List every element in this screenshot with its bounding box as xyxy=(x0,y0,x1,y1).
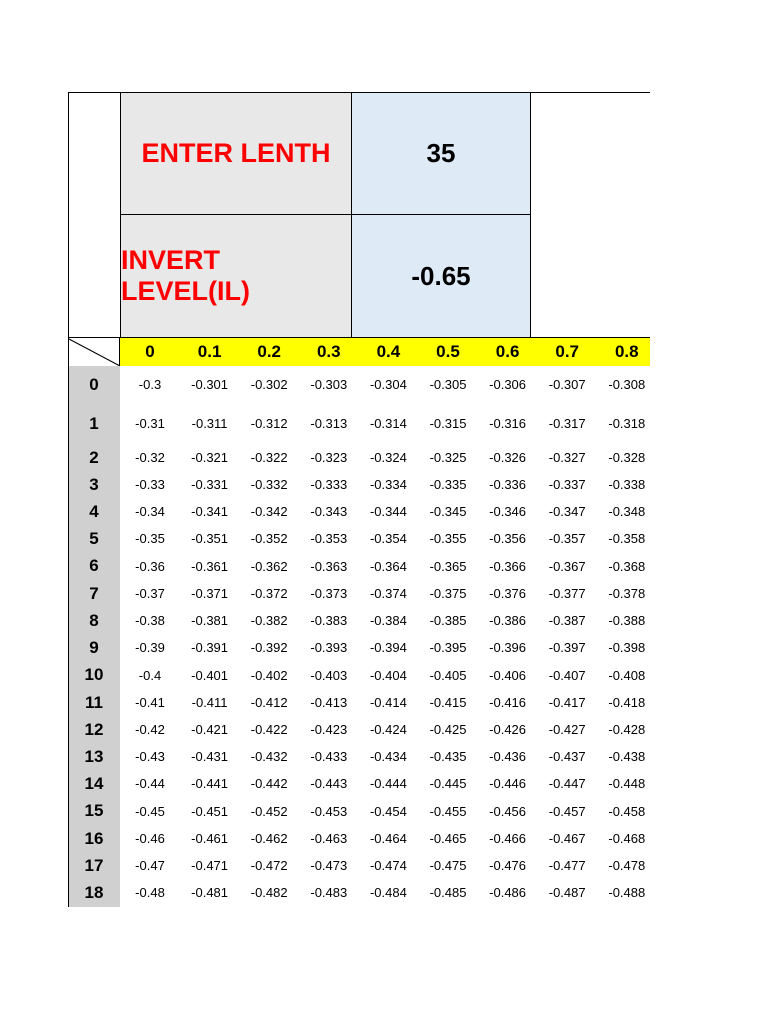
table-cell[interactable]: -0.328 xyxy=(608,450,646,465)
table-cell[interactable]: -0.472 xyxy=(250,858,288,873)
table-cell[interactable]: -0.343 xyxy=(310,504,348,519)
table-cell[interactable]: -0.375 xyxy=(429,586,467,601)
input-block-left-border xyxy=(68,92,120,337)
table-cell[interactable]: -0.303 xyxy=(310,377,348,392)
table-cell[interactable]: -0.326 xyxy=(489,450,527,465)
table-cell[interactable]: -0.418 xyxy=(608,695,646,710)
table-cell[interactable]: -0.355 xyxy=(429,531,467,546)
table-cell[interactable]: -0.348 xyxy=(608,504,646,519)
table-cell[interactable]: -0.314 xyxy=(369,416,407,431)
table-cell[interactable]: -0.426 xyxy=(489,722,527,737)
table-cell[interactable]: -0.453 xyxy=(310,803,348,819)
table-cell[interactable]: -0.408 xyxy=(608,667,646,683)
column-header: 0 xyxy=(145,341,155,361)
column-header: 0.1 xyxy=(197,341,222,361)
table-cell[interactable]: -0.435 xyxy=(429,749,467,764)
table-cell[interactable]: -0.416 xyxy=(489,695,527,710)
table-cell[interactable]: -0.38 xyxy=(135,613,165,628)
table-cell[interactable]: -0.457 xyxy=(548,803,586,819)
table-cell[interactable]: -0.384 xyxy=(369,613,407,628)
row-header: 0 xyxy=(89,374,99,394)
table-cell[interactable]: -0.341 xyxy=(191,504,229,519)
table-cell[interactable]: -0.445 xyxy=(429,776,467,791)
table-cell[interactable]: -0.383 xyxy=(310,613,348,628)
table-cell[interactable]: -0.463 xyxy=(310,831,348,846)
table-cell[interactable]: -0.306 xyxy=(489,377,527,392)
table-cell[interactable]: -0.351 xyxy=(191,531,229,546)
table-cell[interactable]: -0.324 xyxy=(369,450,407,465)
table-cell[interactable]: -0.405 xyxy=(429,667,467,683)
table-cell[interactable]: -0.323 xyxy=(310,450,348,465)
table-cell[interactable]: -0.483 xyxy=(310,885,348,900)
table-cell[interactable]: -0.401 xyxy=(191,667,229,683)
table-cell[interactable]: -0.381 xyxy=(191,613,229,628)
invert-value-cell[interactable] xyxy=(352,215,531,337)
row-header: 11 xyxy=(85,692,103,712)
table-cell[interactable]: -0.455 xyxy=(429,803,467,819)
table-cell[interactable]: -0.415 xyxy=(429,695,467,710)
table-cell[interactable]: -0.368 xyxy=(608,558,646,574)
table-cell[interactable]: -0.305 xyxy=(429,377,467,392)
table-cell[interactable]: -0.395 xyxy=(429,640,467,655)
corner-diagonal-cell xyxy=(68,337,120,366)
table-cell[interactable]: -0.486 xyxy=(489,885,527,900)
table-cell[interactable]: -0.386 xyxy=(489,613,527,628)
table-cell[interactable]: -0.478 xyxy=(608,858,646,873)
table-cell[interactable]: -0.327 xyxy=(548,450,586,465)
table-cell[interactable]: -0.484 xyxy=(369,885,407,900)
table-cell[interactable]: -0.312 xyxy=(250,416,288,431)
table-cell[interactable]: -0.325 xyxy=(429,450,467,465)
table-cell[interactable]: -0.427 xyxy=(548,722,586,737)
column-header: 0.2 xyxy=(257,341,281,361)
table-cell[interactable]: -0.388 xyxy=(608,613,646,628)
table-cell[interactable]: -0.481 xyxy=(191,885,229,900)
table-cell[interactable]: -0.366 xyxy=(489,558,527,574)
table-cell[interactable]: -0.473 xyxy=(310,858,348,873)
table-cell[interactable]: -0.385 xyxy=(429,613,467,628)
table-cell[interactable]: -0.45 xyxy=(135,803,165,819)
table-cell[interactable]: -0.342 xyxy=(250,504,288,519)
table-cell[interactable]: -0.48 xyxy=(135,885,165,900)
row-header: 3 xyxy=(89,474,99,494)
table-cell[interactable]: -0.36 xyxy=(135,558,165,574)
table-cell[interactable]: -0.41 xyxy=(135,695,165,710)
row-header: 4 xyxy=(89,501,99,521)
table-cell[interactable]: -0.458 xyxy=(608,803,646,819)
table-cell[interactable]: -0.356 xyxy=(489,531,527,546)
table-cell[interactable]: -0.382 xyxy=(250,613,288,628)
row-header: 1 xyxy=(89,413,99,433)
table-cell[interactable]: -0.353 xyxy=(310,531,348,546)
table-cell[interactable]: -0.443 xyxy=(310,776,348,791)
table-cell[interactable]: -0.377 xyxy=(548,586,586,601)
table-cell[interactable]: -0.462 xyxy=(250,831,288,846)
top-right-blank xyxy=(531,92,650,337)
table-cell[interactable]: -0.444 xyxy=(369,776,407,791)
table-cell[interactable]: -0.477 xyxy=(548,858,586,873)
row-header: 10 xyxy=(84,665,104,684)
table-cell[interactable]: -0.376 xyxy=(489,586,527,601)
table-cell[interactable]: -0.373 xyxy=(310,586,348,601)
table-cell[interactable]: -0.471 xyxy=(191,858,229,873)
column-header: 0.7 xyxy=(555,341,579,361)
table-cell[interactable]: -0.485 xyxy=(429,885,467,900)
table-cell[interactable]: -0.422 xyxy=(250,722,288,737)
row-header: 5 xyxy=(89,528,99,548)
row-header: 2 xyxy=(89,447,99,467)
table-cell[interactable]: -0.387 xyxy=(548,613,586,628)
table-cell[interactable]: -0.475 xyxy=(429,858,467,873)
table-cell[interactable]: -0.403 xyxy=(310,667,348,683)
length-label: ENTER LENTH xyxy=(141,138,331,168)
table-cell[interactable]: -0.413 xyxy=(310,695,348,710)
table-cell[interactable]: -0.421 xyxy=(191,722,229,737)
table-cell[interactable]: -0.447 xyxy=(548,776,586,791)
diagonal-line xyxy=(69,338,121,367)
table-cell[interactable]: -0.345 xyxy=(429,504,467,519)
table-cell[interactable]: -0.398 xyxy=(608,640,646,655)
table-cell[interactable]: -0.371 xyxy=(191,586,229,601)
column-header: 0.5 xyxy=(436,341,460,361)
table-cell[interactable]: -0.488 xyxy=(608,885,646,900)
row-header: 14 xyxy=(84,773,104,793)
table-cell[interactable]: -0.346 xyxy=(489,504,527,519)
table-cell[interactable]: -0.44 xyxy=(135,776,165,791)
table-cell[interactable]: -0.316 xyxy=(489,416,527,431)
table-cell[interactable]: -0.442 xyxy=(250,776,288,791)
column-header: 0.4 xyxy=(376,341,401,361)
table-cell[interactable]: -0.363 xyxy=(310,558,348,574)
table-cell[interactable]: -0.33 xyxy=(135,477,165,492)
table-cell[interactable]: -0.397 xyxy=(548,640,586,655)
column-header: 0.6 xyxy=(495,341,520,361)
table-cell[interactable]: -0.391 xyxy=(191,640,229,655)
table-cell[interactable]: -0.406 xyxy=(489,667,527,683)
table-cell[interactable]: -0.333 xyxy=(310,477,348,492)
table-cell[interactable]: -0.31 xyxy=(135,416,165,431)
table-cell[interactable]: -0.456 xyxy=(489,803,527,819)
table-cell[interactable]: -0.392 xyxy=(250,640,288,655)
table-cell[interactable]: -0.437 xyxy=(548,749,586,764)
table-cell[interactable]: -0.404 xyxy=(369,667,407,683)
row-header: 8 xyxy=(89,610,99,630)
table-cell[interactable]: -0.315 xyxy=(429,416,467,431)
table-cell[interactable]: -0.428 xyxy=(608,722,646,737)
table-cell[interactable]: -0.378 xyxy=(608,586,646,601)
row-header: 13 xyxy=(84,746,104,766)
row-header: 15 xyxy=(84,801,104,820)
table-cell[interactable]: -0.304 xyxy=(369,377,407,392)
table-cell[interactable]: -0.322 xyxy=(250,450,288,465)
table-cell[interactable]: -0.335 xyxy=(429,477,467,492)
table-cell[interactable]: -0.43 xyxy=(135,749,165,764)
row-header: 12 xyxy=(84,719,104,739)
table-cell[interactable]: -0.468 xyxy=(608,831,646,846)
table-cell[interactable]: -0.467 xyxy=(548,831,586,846)
table-cell[interactable]: -0.393 xyxy=(310,640,348,655)
table-cell[interactable]: -0.362 xyxy=(250,558,288,574)
table-cell[interactable]: -0.42 xyxy=(135,722,165,737)
table-cell[interactable]: -0.394 xyxy=(369,640,407,655)
table-cell[interactable]: -0.423 xyxy=(310,722,348,737)
table-cell[interactable]: -0.336 xyxy=(489,477,527,492)
table-cell[interactable]: -0.487 xyxy=(548,885,586,900)
table-cell[interactable]: -0.441 xyxy=(191,776,229,791)
table-cell[interactable]: -0.451 xyxy=(191,803,229,819)
table-cell[interactable]: -0.35 xyxy=(135,531,165,546)
table-cell[interactable]: -0.352 xyxy=(250,531,288,546)
table-cell[interactable]: -0.464 xyxy=(369,831,407,846)
table-cell[interactable]: -0.311 xyxy=(191,416,228,431)
table-cell[interactable]: -0.338 xyxy=(608,477,646,492)
table-cell[interactable]: -0.332 xyxy=(250,477,288,492)
table-cell[interactable]: -0.461 xyxy=(191,831,229,846)
table-cell[interactable]: -0.32 xyxy=(135,450,165,465)
table-cell[interactable]: -0.344 xyxy=(369,504,407,519)
table-cell[interactable]: -0.374 xyxy=(369,586,407,601)
table-cell[interactable]: -0.372 xyxy=(250,586,288,601)
table-cell[interactable]: -0.448 xyxy=(608,776,646,791)
column-header: 0.3 xyxy=(316,341,341,361)
table-cell[interactable]: -0.466 xyxy=(489,831,527,846)
table-cell[interactable]: -0.365 xyxy=(429,558,467,574)
row-header: 18 xyxy=(84,882,104,902)
table-cell[interactable]: -0.302 xyxy=(250,377,288,392)
table-cell[interactable]: -0.425 xyxy=(429,722,467,737)
table-cell[interactable]: -0.4 xyxy=(138,667,162,683)
table-cell[interactable]: -0.434 xyxy=(369,749,407,764)
table-cell[interactable]: -0.432 xyxy=(250,749,288,764)
table-cell[interactable]: -0.476 xyxy=(489,858,527,873)
table-cell[interactable]: -0.474 xyxy=(369,858,407,873)
table-cell[interactable]: -0.438 xyxy=(608,749,646,764)
table-cell[interactable]: -0.431 xyxy=(191,749,229,764)
table-cell[interactable]: -0.364 xyxy=(369,558,407,574)
table-cell[interactable]: -0.331 xyxy=(191,477,229,492)
table-cell[interactable]: -0.37 xyxy=(135,586,165,601)
table-cell[interactable]: -0.337 xyxy=(548,477,586,492)
row-header: 17 xyxy=(84,855,104,875)
table-cell[interactable]: -0.367 xyxy=(548,558,586,574)
table-cell[interactable]: -0.307 xyxy=(548,377,586,392)
row-header: 6 xyxy=(89,556,99,575)
invert-label-cell xyxy=(120,215,352,337)
table-cell[interactable]: -0.354 xyxy=(369,531,407,546)
table-cell[interactable]: -0.47 xyxy=(135,858,165,873)
table-cell[interactable]: -0.433 xyxy=(310,749,348,764)
invert-label: INVERT LEVEL(IL) xyxy=(121,245,250,306)
row-header: 16 xyxy=(84,828,104,848)
table-cell[interactable]: -0.357 xyxy=(548,531,586,546)
table-cell[interactable]: -0.452 xyxy=(250,803,288,819)
table-cell[interactable]: -0.402 xyxy=(250,667,288,683)
table-cell[interactable]: -0.424 xyxy=(369,722,407,737)
table-cell[interactable]: -0.407 xyxy=(548,667,586,683)
row-header: 7 xyxy=(89,583,99,603)
table-cell[interactable]: -0.34 xyxy=(135,504,165,519)
table-cell[interactable]: -0.313 xyxy=(310,416,348,431)
table-cell[interactable]: -0.318 xyxy=(608,416,646,431)
table-cell[interactable]: -0.482 xyxy=(250,885,288,900)
table-cell[interactable]: -0.301 xyxy=(191,377,229,392)
table-cell[interactable]: -0.39 xyxy=(135,640,165,655)
length-value-cell[interactable] xyxy=(352,92,531,215)
table-cell[interactable]: -0.414 xyxy=(369,695,407,710)
column-header: 0.8 xyxy=(614,341,639,361)
table-cell[interactable]: -0.361 xyxy=(191,558,229,574)
length-label-cell xyxy=(120,92,352,215)
table-cell[interactable]: -0.396 xyxy=(489,640,527,655)
table-cell[interactable]: -0.412 xyxy=(250,695,288,710)
table-cell[interactable]: -0.317 xyxy=(548,416,586,431)
table-cell[interactable]: -0.465 xyxy=(429,831,467,846)
length-value: 35 xyxy=(426,138,456,168)
table-cell[interactable]: -0.334 xyxy=(369,477,407,492)
table-cell[interactable]: -0.446 xyxy=(489,776,527,791)
table-cell[interactable]: -0.308 xyxy=(608,377,646,392)
table-cell[interactable]: -0.358 xyxy=(608,531,646,546)
table-cell[interactable]: -0.3 xyxy=(138,377,162,392)
table-cell[interactable]: -0.436 xyxy=(489,749,527,764)
table-cell[interactable]: -0.46 xyxy=(135,831,165,846)
table-cell[interactable]: -0.454 xyxy=(369,803,407,819)
row-header: 9 xyxy=(89,637,99,657)
table-cell[interactable]: -0.321 xyxy=(191,450,229,465)
table-cell[interactable]: -0.417 xyxy=(548,695,586,710)
table-cell[interactable]: -0.347 xyxy=(548,504,586,519)
invert-value: -0.65 xyxy=(411,260,471,291)
table-cell[interactable]: -0.411 xyxy=(191,695,228,710)
